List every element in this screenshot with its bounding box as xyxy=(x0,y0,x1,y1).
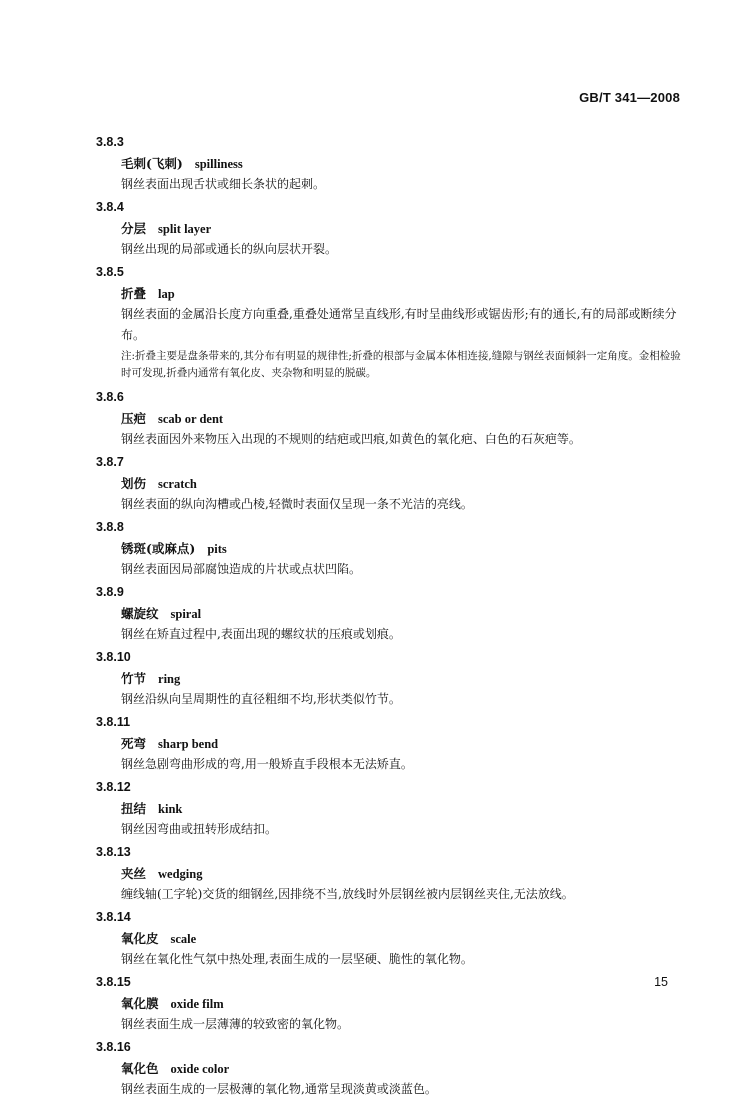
term-heading xyxy=(121,538,686,559)
term-chinese: 螺旋纹 xyxy=(121,606,159,621)
clause-number: 3.8.8 xyxy=(96,520,124,534)
clause-number: 3.8.9 xyxy=(96,585,124,599)
term-heading xyxy=(121,993,686,1014)
term-english: scratch xyxy=(158,477,197,491)
term-entry xyxy=(96,971,686,1036)
clause-number: 3.8.5 xyxy=(96,265,124,279)
clause-number: 3.8.4 xyxy=(96,200,124,214)
term-definition: 钢丝在矫直过程中,表面出现的螺纹状的压痕或划痕。 xyxy=(121,627,401,641)
term-entry xyxy=(96,581,686,646)
clause-number: 3.8.3 xyxy=(96,135,124,149)
term-definition: 钢丝在氧化性气氛中热处理,表面生成的一层坚硬、脆性的氧化物。 xyxy=(121,952,473,966)
term-chinese: 竹节 xyxy=(121,671,147,686)
clause-number: 3.8.16 xyxy=(96,1040,131,1054)
term-chinese: 分层 xyxy=(121,221,147,236)
term-chinese: 毛刺(飞刺) xyxy=(121,156,183,171)
term-definition: 钢丝沿纵向呈周期性的直径粗细不均,形状类似竹节。 xyxy=(121,692,401,706)
clause-number: 3.8.11 xyxy=(96,715,131,729)
clause-number: 3.8.10 xyxy=(96,650,131,664)
term-heading xyxy=(121,473,686,494)
term-entry xyxy=(96,906,686,971)
term-definition: 钢丝表面生成一层薄薄的较致密的氧化物。 xyxy=(121,1017,350,1031)
term-chinese: 死弯 xyxy=(121,736,147,751)
term-english: kink xyxy=(158,802,183,816)
term-heading xyxy=(121,283,686,304)
term-chinese: 氧化色 xyxy=(121,1061,159,1076)
clause-number: 3.8.12 xyxy=(96,780,131,794)
term-english: spilliness xyxy=(194,157,243,171)
term-heading xyxy=(121,928,686,949)
term-note: 注:折叠主要是盘条带来的,其分布有明显的规律性;折叠的根部与金属本体相连接,缝隙与钢丝表面倾斜一定角度。金相检验时可发现,折叠内通常有氧化皮、夹杂物和明显的脱碳。 xyxy=(121,350,681,379)
term-english: scab or dent xyxy=(158,412,224,426)
term-definition: 钢丝表面因外来物压入出现的不规则的结疤或凹痕,如黄色的氧化疤、白色的石灰疤等。 xyxy=(121,432,581,446)
term-english: lap xyxy=(158,287,175,301)
clause-number: 3.8.13 xyxy=(96,845,131,859)
term-definition: 钢丝出现的局部或通长的纵向层状开裂。 xyxy=(121,242,338,256)
clause-number: 3.8.15 xyxy=(96,975,131,989)
term-entry xyxy=(96,516,686,581)
term-heading xyxy=(121,153,686,174)
clause-number: 3.8.14 xyxy=(96,910,131,924)
term-heading xyxy=(121,1058,686,1079)
term-definition: 缠线轴(工字轮)交货的细钢丝,因排绕不当,放线时外层钢丝被内层钢丝夹住,无法放线。 xyxy=(121,887,574,901)
term-chinese: 压疤 xyxy=(121,411,147,426)
clause-number: 3.8.6 xyxy=(96,390,124,404)
term-english: oxide color xyxy=(170,1062,230,1076)
term-english: spiral xyxy=(170,607,202,621)
term-definition: 钢丝表面出现舌状或细长条状的起刺。 xyxy=(121,177,326,191)
term-definition: 钢丝急剧弯曲形成的弯,用一般矫直手段根本无法矫直。 xyxy=(121,757,413,771)
term-english: sharp bend xyxy=(158,737,219,751)
term-chinese: 夹丝 xyxy=(121,866,147,881)
term-heading xyxy=(121,668,686,689)
term-english: split layer xyxy=(158,222,212,236)
term-entry xyxy=(96,196,686,261)
term-english: scale xyxy=(170,932,197,946)
term-heading xyxy=(121,798,686,819)
term-heading xyxy=(121,863,686,884)
term-entry xyxy=(96,841,686,906)
term-entry xyxy=(96,1036,686,1101)
term-heading xyxy=(121,218,686,239)
term-definition: 钢丝因弯曲或扭转形成结扣。 xyxy=(121,822,278,836)
term-entry xyxy=(96,131,686,196)
term-chinese: 折叠 xyxy=(121,286,147,301)
term-english: oxide film xyxy=(170,997,224,1011)
term-entry xyxy=(96,646,686,711)
terms-list xyxy=(96,131,686,1101)
standard-code: GB/T 341—2008 xyxy=(579,90,680,105)
term-english: ring xyxy=(158,672,181,686)
term-entry xyxy=(96,451,686,516)
term-entry xyxy=(96,261,686,382)
term-definition: 钢丝表面因局部腐蚀造成的片状或点状凹陷。 xyxy=(121,562,362,576)
term-definition: 钢丝表面的金属沿长度方向重叠,重叠处通常呈直线形,有时呈曲线形或锯齿形;有的通长,有的局部或断续分布。 xyxy=(121,307,677,342)
term-chinese: 扭结 xyxy=(121,801,147,816)
term-entry xyxy=(96,386,686,451)
term-entry xyxy=(96,711,686,776)
term-english: pits xyxy=(207,542,227,556)
term-heading xyxy=(121,603,686,624)
term-chinese: 锈斑(或麻点) xyxy=(121,541,196,556)
term-definition: 钢丝表面生成的一层极薄的氧化物,通常呈现淡黄或淡蓝色。 xyxy=(121,1082,437,1096)
term-definition: 钢丝表面的纵向沟槽或凸棱,轻微时表面仅呈现一条不光洁的亮线。 xyxy=(121,497,473,511)
clause-number: 3.8.7 xyxy=(96,455,124,469)
term-chinese: 氧化膜 xyxy=(121,996,159,1011)
term-english: wedging xyxy=(158,867,203,881)
term-heading xyxy=(121,733,686,754)
term-entry xyxy=(96,776,686,841)
term-heading xyxy=(121,408,686,429)
page-number: 15 xyxy=(654,975,668,989)
term-chinese: 氧化皮 xyxy=(121,931,159,946)
term-chinese: 划伤 xyxy=(121,476,147,491)
